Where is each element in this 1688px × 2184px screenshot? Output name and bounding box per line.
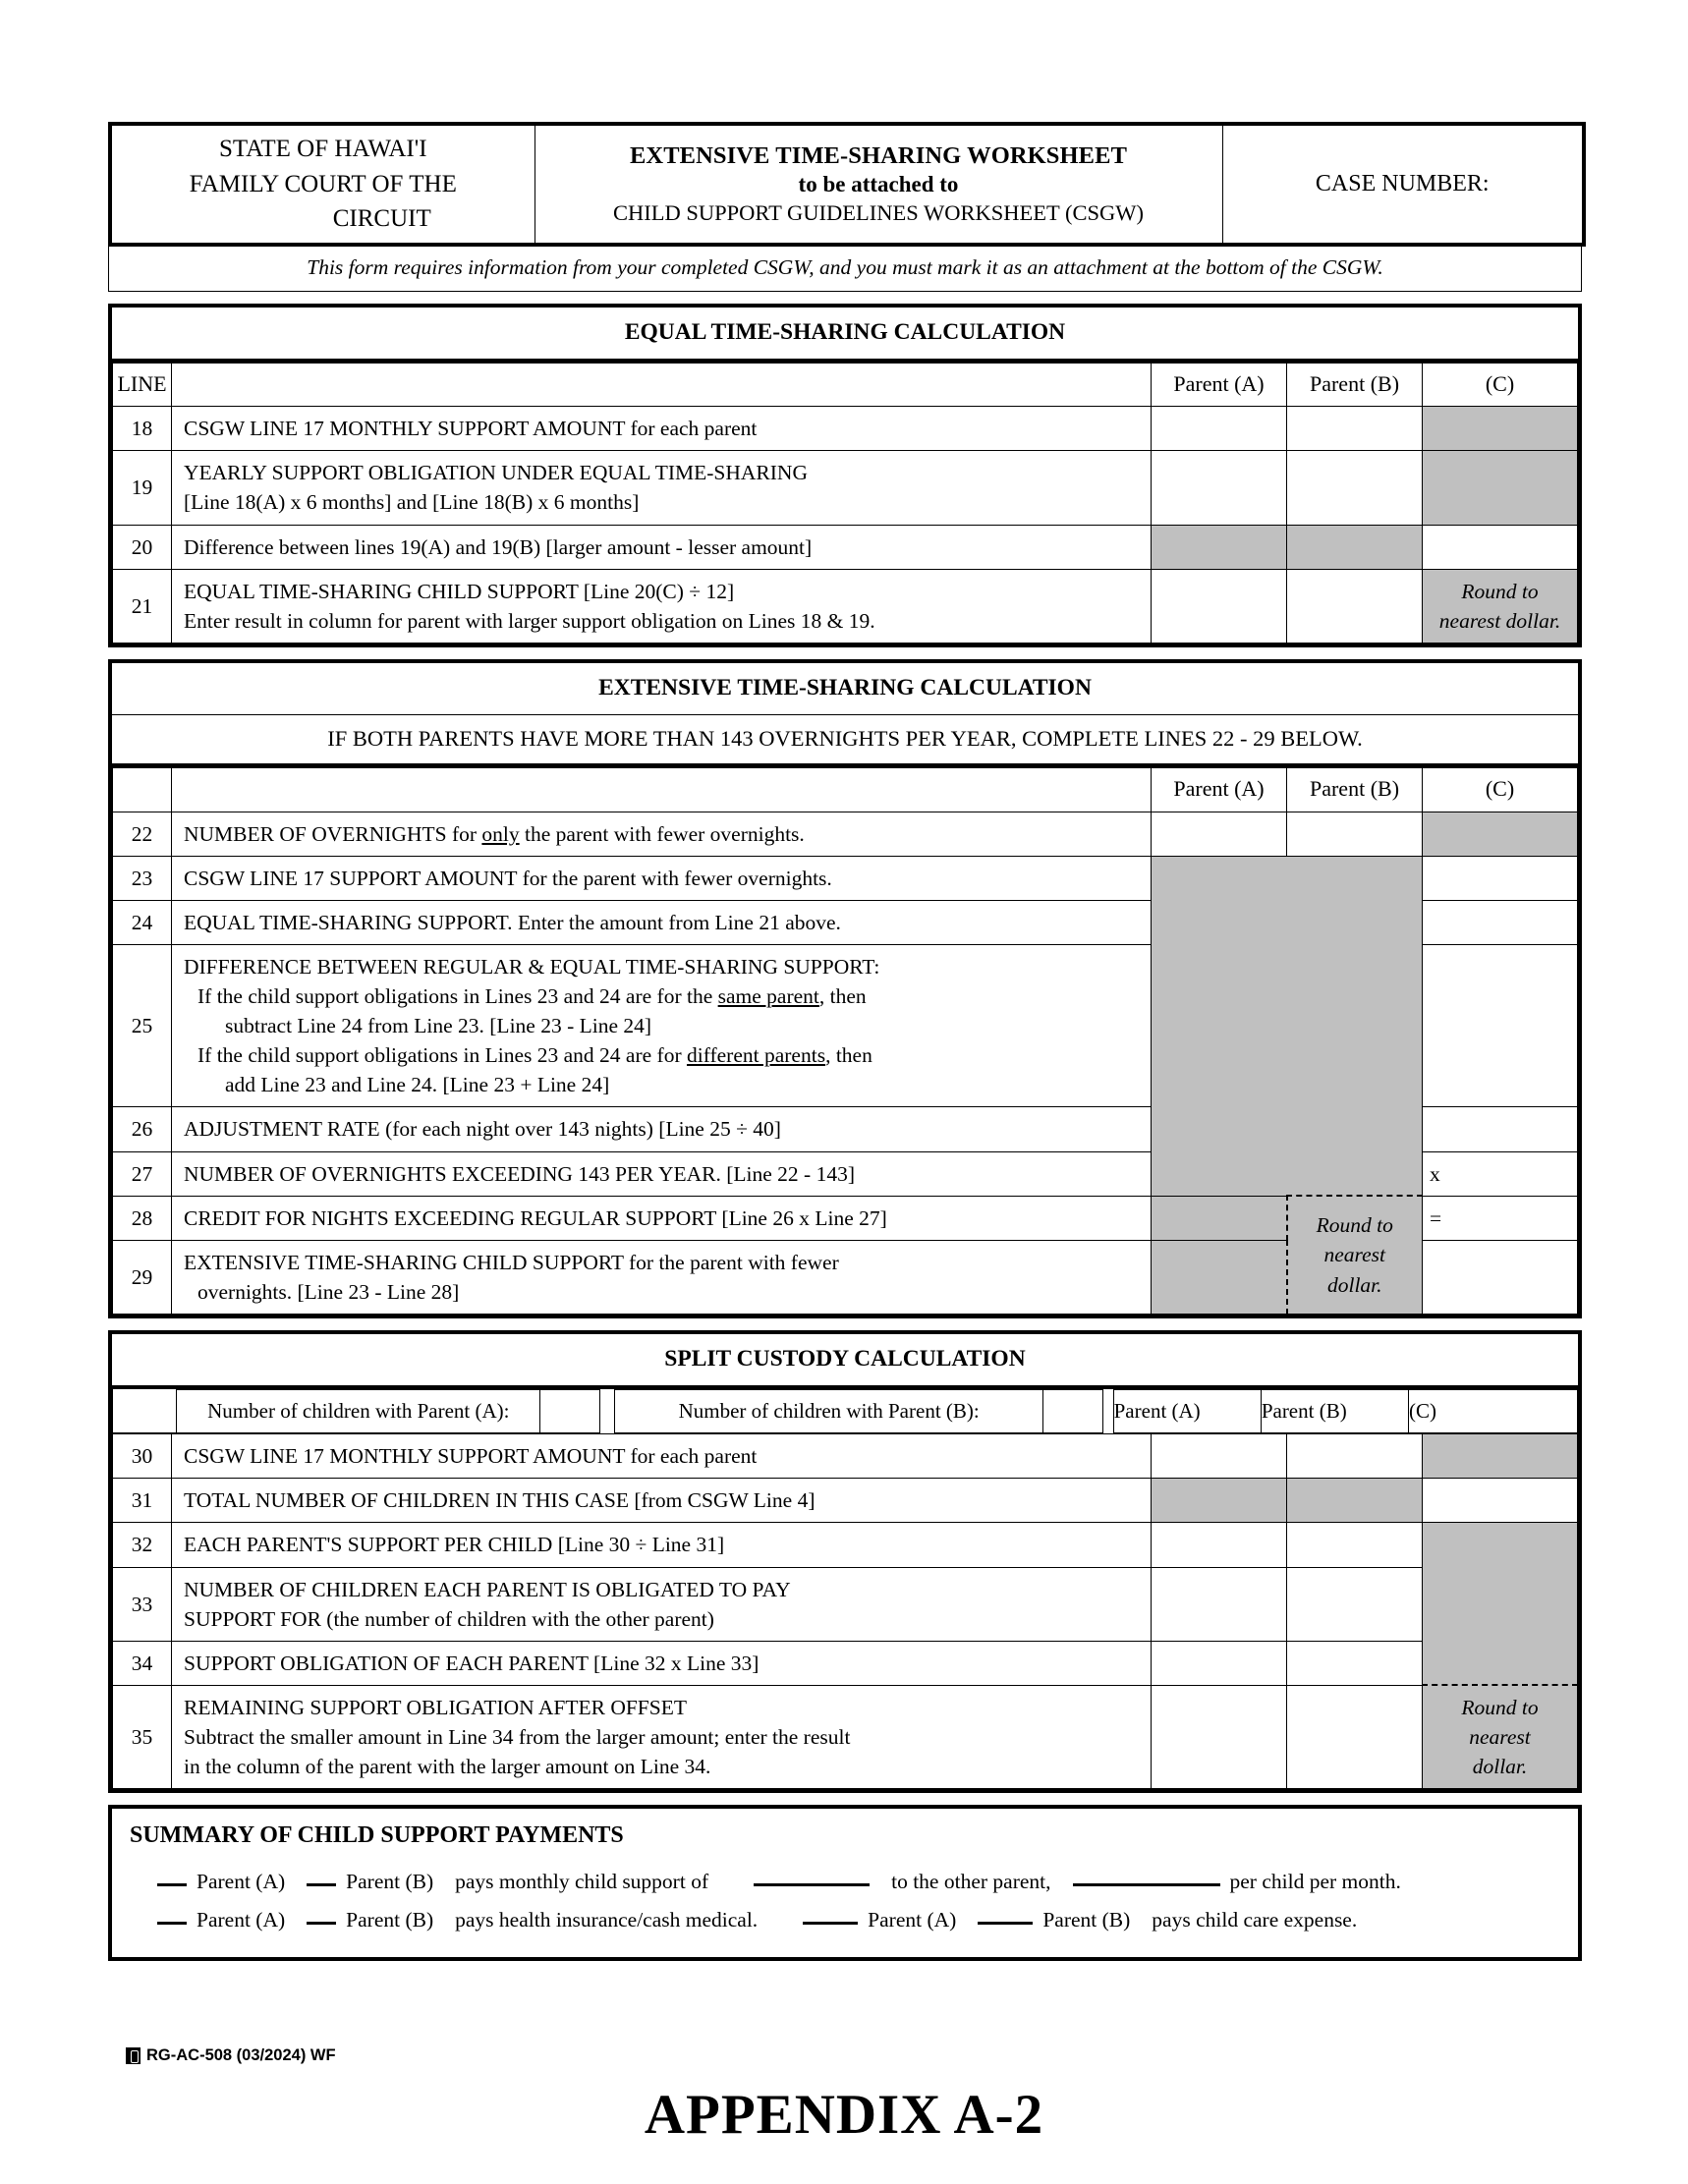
blocked-cell-c-merged	[1423, 1523, 1578, 1685]
row-description	[172, 1240, 1152, 1314]
equal-section-banner: EQUAL TIME-SHARING CALCULATION	[112, 308, 1578, 363]
text-pays-health-insurance: pays health insurance/cash medical.	[455, 1908, 759, 1932]
checkbox-blank-parent-a[interactable]	[157, 1883, 187, 1886]
row-description	[172, 1107, 1152, 1151]
row-desc-caps: ADJUSTMENT RATE	[184, 1117, 386, 1142]
per-child-amount-blank[interactable]	[1073, 1883, 1220, 1886]
form-subtitle: to be attached to	[798, 171, 959, 196]
children-with-b-input[interactable]	[1042, 1389, 1102, 1432]
row-desc-rest: for each parent	[630, 417, 758, 441]
round-note-line3: dollar.	[1326, 1272, 1382, 1297]
col-header-description	[172, 363, 1152, 407]
input-cell-parent-a[interactable]	[1152, 451, 1287, 525]
input-cell-parent-b[interactable]	[1287, 407, 1423, 451]
split-children-header	[112, 1389, 1578, 1433]
row-description	[172, 1434, 1152, 1479]
round-note-line2: nearest dollar.	[1438, 608, 1561, 633]
row-line-number: 34	[113, 1641, 172, 1685]
blocked-cell-c	[1423, 407, 1578, 451]
row-desc-caps: CSGW LINE 17 MONTHLY SUPPORT AMOUNT	[184, 1444, 631, 1469]
input-cell-parent-a[interactable]	[1152, 407, 1287, 451]
form-code: RG-AC-508 (03/2024) WF	[146, 2046, 336, 2064]
row-line-number: 35	[113, 1685, 172, 1788]
row-desc-heading: DIFFERENCE BETWEEN REGULAR & EQUAL TIME-SHARING SUPPORT:	[184, 954, 880, 979]
row-desc-caps: CSGW LINE 17 MONTHLY SUPPORT AMOUNT	[184, 417, 631, 441]
summary-line-monthly-support	[130, 1863, 1560, 1901]
extensive-section-condition: IF BOTH PARENTS HAVE MORE THAN 143 OVERNIGHTS PER YEAR, COMPLETE LINES 22 - 29 BELOW.	[112, 715, 1578, 767]
checkbox-blank-parent-b[interactable]	[307, 1883, 336, 1886]
split-section-banner: SPLIT CUSTODY CALCULATION	[112, 1334, 1578, 1389]
checkbox-blank-parent-b-childcare[interactable]	[978, 1922, 1033, 1925]
row-description	[172, 1567, 1152, 1641]
row-description: Difference between lines 19(A) and 19(B) [larger amount - lesser amount]	[172, 525, 1152, 569]
row-line-number: 28	[113, 1196, 172, 1240]
extensive-column-header-row	[113, 767, 1578, 812]
row-desc-rest-2: (the number of children with the other parent)	[326, 1606, 714, 1631]
col-header-parent-b: Parent (B)	[1287, 767, 1423, 812]
children-with-a-label: Number of children with Parent (A):	[177, 1389, 540, 1432]
row-desc-rest: for each parent	[630, 1444, 758, 1469]
amount-blank[interactable]	[754, 1883, 870, 1886]
row-line-number: 24	[113, 900, 172, 944]
row-desc-heading: REMAINING SUPPORT OBLIGATION AFTER OFFSET	[184, 1695, 687, 1719]
round-note-line2: nearest	[1323, 1243, 1385, 1267]
round-note-line2: nearest	[1469, 1725, 1531, 1750]
input-cell-parent-b[interactable]	[1287, 451, 1423, 525]
row-description	[172, 569, 1152, 643]
header-gap	[1102, 1389, 1113, 1432]
row-description	[172, 812, 1152, 856]
col-header-parent-a: Parent (A)	[1152, 363, 1287, 407]
row-desc-line2: Subtract the smaller amount in Line 34 from the larger amount; enter the result	[184, 1724, 851, 1749]
row-desc-caps: NUMBER OF CHILDREN EACH PARENT IS OBLIGATED TO PAY	[184, 1577, 791, 1601]
row-desc-caps: EXTENSIVE TIME-SHARING CHILD SUPPORT	[184, 1250, 630, 1274]
input-cell-parent-b[interactable]	[1287, 1641, 1423, 1685]
input-cell-parent-b[interactable]	[1287, 1685, 1423, 1788]
split-custody-section	[108, 1330, 1582, 1793]
row-desc-rule-2-formula: add Line 23 and Line 24. [Line 23 + Line 24]	[225, 1073, 610, 1097]
input-cell-parent-a[interactable]	[1152, 569, 1287, 643]
row-line-number: 27	[113, 1151, 172, 1196]
summary-title: SUMMARY OF CHILD SUPPORT PAYMENTS	[130, 1822, 624, 1849]
checkbox-blank-parent-a-ins[interactable]	[157, 1922, 187, 1925]
input-cell-parent-a[interactable]	[1152, 1641, 1287, 1685]
court-line: FAMILY COURT OF THE	[189, 170, 457, 197]
col-header-c: (C)	[1423, 767, 1578, 812]
row-desc-emphasis: different parents	[686, 1043, 826, 1068]
table-row	[113, 1196, 1578, 1240]
input-cell-c[interactable]	[1423, 944, 1578, 1106]
checkbox-blank-parent-b-ins[interactable]	[307, 1922, 336, 1925]
row-line-number: 21	[113, 569, 172, 643]
table-row	[113, 407, 1578, 451]
operator-cell-multiply: x	[1423, 1151, 1578, 1196]
children-with-b-label: Number of children with Parent (B):	[615, 1389, 1042, 1432]
blocked-cell-parent-a	[1152, 525, 1287, 569]
line-col-blank	[113, 1389, 177, 1432]
round-note-c	[1423, 1685, 1578, 1788]
summary-line-insurance-childcare	[130, 1901, 1560, 1939]
text-per-child-per-month: per child per month.	[1229, 1870, 1401, 1894]
row-description	[172, 856, 1152, 900]
spacer	[108, 647, 1582, 659]
row-desc-rest: for the parent with fewer	[629, 1250, 839, 1274]
input-cell-parent-a[interactable]	[1152, 1434, 1287, 1479]
row-line-number: 20	[113, 525, 172, 569]
children-with-a-input[interactable]	[540, 1389, 600, 1432]
input-cell-c[interactable]	[1423, 525, 1578, 569]
text-to-other-parent: to the other parent,	[891, 1870, 1051, 1894]
row-description	[172, 1479, 1152, 1523]
row-desc-rest: [Line 30 ÷ Line 31]	[557, 1533, 725, 1557]
blocked-cell-c	[1423, 812, 1578, 856]
row-desc-second-line: overnights. [Line 23 - Line 28]	[197, 1279, 460, 1304]
row-desc-rest: [Line 32 x Line 33]	[593, 1651, 760, 1675]
row-desc-rule-2: If the child support obligations in Lines 23 and 24 are for different parents, then	[197, 1043, 872, 1068]
row-description	[172, 900, 1152, 944]
label-parent-a: Parent (A)	[197, 1870, 286, 1894]
input-cell-parent-a[interactable]	[1152, 1685, 1287, 1788]
row-description	[172, 451, 1152, 525]
input-cell-parent-b[interactable]	[1287, 1523, 1423, 1567]
input-cell-c[interactable]	[1423, 856, 1578, 900]
spacer	[108, 292, 1582, 304]
round-note-line1: Round to	[1461, 579, 1539, 603]
row-line-number: 22	[113, 812, 172, 856]
col-header-parent-b: Parent (B)	[1287, 363, 1423, 407]
row-desc-caps: TOTAL NUMBER OF CHILDREN IN THIS CASE	[184, 1488, 635, 1513]
row-desc-caps: EACH PARENT'S SUPPORT PER CHILD	[184, 1533, 558, 1557]
extensive-section-table	[112, 767, 1578, 1315]
row-desc-line3: in the column of the parent with the larger amount on Line 34.	[184, 1755, 711, 1779]
row-desc-caps: EQUAL TIME-SHARING SUPPORT.	[184, 910, 518, 934]
appendix-label: APPENDIX A-2	[644, 2084, 1044, 2146]
row-desc-rest: Enter the amount from Line 21 above.	[517, 910, 841, 934]
row-desc-rest: [Line 22 - 143]	[726, 1161, 856, 1186]
row-description	[172, 1151, 1152, 1196]
table-row	[113, 1434, 1578, 1479]
input-cell-parent-a[interactable]	[1152, 812, 1287, 856]
row-desc-caps: NUMBER OF OVERNIGHTS EXCEEDING 143 PER YEAR.	[184, 1161, 727, 1186]
operator-cell-equals: =	[1423, 1196, 1578, 1240]
spacer	[108, 1793, 1582, 1805]
input-cell-c[interactable]	[1423, 1240, 1578, 1314]
blocked-cell-parent-a	[1152, 1240, 1287, 1314]
label-parent-b-2: Parent (B)	[1042, 1908, 1131, 1932]
case-number-field[interactable]	[1222, 124, 1584, 245]
form-notice: This form requires information from your completed CSGW, and you must mark it as an attachment at the bottom of the CSGW.	[108, 247, 1582, 292]
row-desc-second-line	[184, 1604, 1151, 1634]
row-line-number: 26	[113, 1107, 172, 1151]
row-desc-rest: [Line 26 x Line 27]	[721, 1205, 887, 1230]
row-desc-first-line	[184, 1248, 1151, 1277]
worksheet-body	[108, 122, 1582, 1961]
row-desc-rest: (for each night over 143 nights) [Line 25 ÷ 40]	[385, 1117, 781, 1142]
form-title-block	[535, 124, 1222, 245]
row-desc-rest: the parent with fewer overnights.	[519, 821, 805, 846]
row-line-number: 23	[113, 856, 172, 900]
checkbox-blank-parent-a-childcare[interactable]	[803, 1922, 858, 1925]
input-cell-c[interactable]	[1423, 1479, 1578, 1523]
table-row	[113, 1479, 1578, 1523]
round-note-line3: dollar.	[1472, 1755, 1528, 1779]
row-line-number: 19	[113, 451, 172, 525]
round-note-c	[1423, 569, 1578, 643]
row-description	[172, 1196, 1152, 1240]
state-line: STATE OF HAWAI'I	[218, 136, 427, 162]
blocked-cell-parent-a	[1152, 1196, 1287, 1240]
row-description	[172, 1523, 1152, 1567]
col-header-description	[172, 767, 1152, 812]
row-desc-caps: NUMBER OF OVERNIGHTS for	[184, 821, 482, 846]
label-parent-b: Parent (B)	[346, 1908, 434, 1932]
row-desc-caps: SUPPORT OBLIGATION OF EACH PARENT	[184, 1651, 594, 1675]
col-header-line-blank	[113, 767, 172, 812]
blocked-cell-c	[1423, 451, 1578, 525]
col-header-line: LINE	[113, 363, 172, 407]
table-row	[113, 451, 1578, 525]
col-header-parent-b: Parent (B)	[1261, 1389, 1408, 1432]
row-line-number: 29	[113, 1240, 172, 1314]
text-pays-monthly: pays monthly child support of	[455, 1870, 709, 1894]
col-header-c: (C)	[1409, 1389, 1578, 1432]
row-description	[172, 407, 1152, 451]
table-row	[113, 525, 1578, 569]
header-divider	[600, 1389, 615, 1432]
table-row	[113, 1685, 1578, 1788]
blocked-cell-parents-merged	[1152, 856, 1423, 1196]
row-description	[172, 1641, 1152, 1685]
label-parent-a-2: Parent (A)	[868, 1908, 957, 1932]
row-desc-formula: [Line 18(A) x 6 months] and [Line 18(B) x 6 months]	[184, 490, 640, 515]
accessibility-icon	[126, 2047, 141, 2064]
col-header-parent-a: Parent (A)	[1152, 767, 1287, 812]
blocked-cell-parent-a	[1152, 1479, 1287, 1523]
row-desc-rule-1-formula: subtract Line 24 from Line 23. [Line 23 - Line 24]	[225, 1014, 652, 1038]
blocked-cell-c	[1423, 1434, 1578, 1479]
input-cell-parent-b[interactable]	[1287, 812, 1423, 856]
row-line-number: 25	[113, 944, 172, 1106]
label-parent-b: Parent (B)	[346, 1870, 434, 1894]
row-desc-caps: EQUAL TIME-SHARING CHILD SUPPORT [Line 20(C) ÷ 12]	[184, 579, 735, 603]
row-line-number: 18	[113, 407, 172, 451]
row-description	[172, 944, 1152, 1106]
row-desc-caps: CSGW LINE 17 SUPPORT AMOUNT	[184, 866, 523, 890]
round-note-line1: Round to	[1316, 1213, 1393, 1238]
equal-section-table	[112, 363, 1578, 644]
input-cell-c[interactable]	[1423, 900, 1578, 944]
input-cell-parent-b[interactable]	[1287, 569, 1423, 643]
extensive-section-banner: EXTENSIVE TIME-SHARING CALCULATION	[112, 663, 1578, 715]
round-note-line1: Round to	[1461, 1696, 1539, 1720]
table-row	[113, 856, 1578, 900]
col-header-parent-a: Parent (A)	[1113, 1389, 1261, 1432]
row-line-number: 33	[113, 1567, 172, 1641]
spacer	[108, 1318, 1582, 1330]
split-section-table	[112, 1433, 1578, 1789]
table-row	[113, 812, 1578, 856]
input-cell-parent-a[interactable]	[1152, 1567, 1287, 1641]
masthead	[108, 122, 1586, 247]
row-desc-rule-1: If the child support obligations in Lines 23 and 24 are for the same parent, then	[197, 984, 867, 1009]
row-desc-rest: for the parent with fewer overnights.	[522, 866, 832, 890]
row-line-number: 31	[113, 1479, 172, 1523]
row-desc-caps: CREDIT FOR NIGHTS EXCEEDING REGULAR SUPPORT	[184, 1205, 722, 1230]
table-row	[113, 569, 1578, 643]
extensive-time-sharing-section	[108, 659, 1582, 1318]
input-cell-parent-b[interactable]	[1287, 1567, 1423, 1641]
form-attachment-target: CHILD SUPPORT GUIDELINES WORKSHEET (CSGW)	[613, 199, 1144, 225]
blocked-cell-parent-b	[1287, 1479, 1423, 1523]
row-desc-instruction: Enter result in column for parent with larger support obligation on Lines 18 & 19.	[184, 608, 875, 633]
form-footer	[126, 2046, 336, 2065]
case-number-label: CASE NUMBER:	[1315, 170, 1490, 196]
row-line-number: 30	[113, 1434, 172, 1479]
round-note-parent-b	[1287, 1196, 1423, 1314]
row-desc-emphasis: same parent	[717, 984, 819, 1009]
row-line-number: 32	[113, 1523, 172, 1567]
table-row	[113, 1567, 1578, 1641]
input-cell-parent-a[interactable]	[1152, 1523, 1287, 1567]
table-row	[113, 1641, 1578, 1685]
row-description	[172, 1685, 1152, 1788]
input-cell-parent-b[interactable]	[1287, 1434, 1423, 1479]
col-header-c: (C)	[1423, 363, 1578, 407]
row-desc-rest: [from CSGW Line 4]	[634, 1488, 816, 1513]
blocked-cell-parent-b	[1287, 525, 1423, 569]
form-title: EXTENSIVE TIME-SHARING WORKSHEET	[629, 141, 1128, 169]
summary-section	[108, 1805, 1582, 1961]
row-desc-caps-2: SUPPORT FOR	[184, 1606, 327, 1631]
table-row	[113, 1523, 1578, 1567]
equal-time-sharing-section	[108, 304, 1582, 647]
label-parent-a: Parent (A)	[197, 1908, 286, 1932]
text-pays-child-care: pays child care expense.	[1152, 1908, 1358, 1932]
court-identification	[110, 124, 535, 245]
input-cell-c[interactable]	[1423, 1107, 1578, 1151]
children-count-row	[113, 1389, 1578, 1432]
row-desc-caps: YEARLY SUPPORT OBLIGATION UNDER EQUAL TIME-SHARING	[184, 461, 808, 485]
circuit-line: CIRCUIT	[332, 205, 431, 232]
equal-column-header-row	[113, 363, 1578, 407]
row-desc-emphasis: only	[481, 821, 520, 846]
